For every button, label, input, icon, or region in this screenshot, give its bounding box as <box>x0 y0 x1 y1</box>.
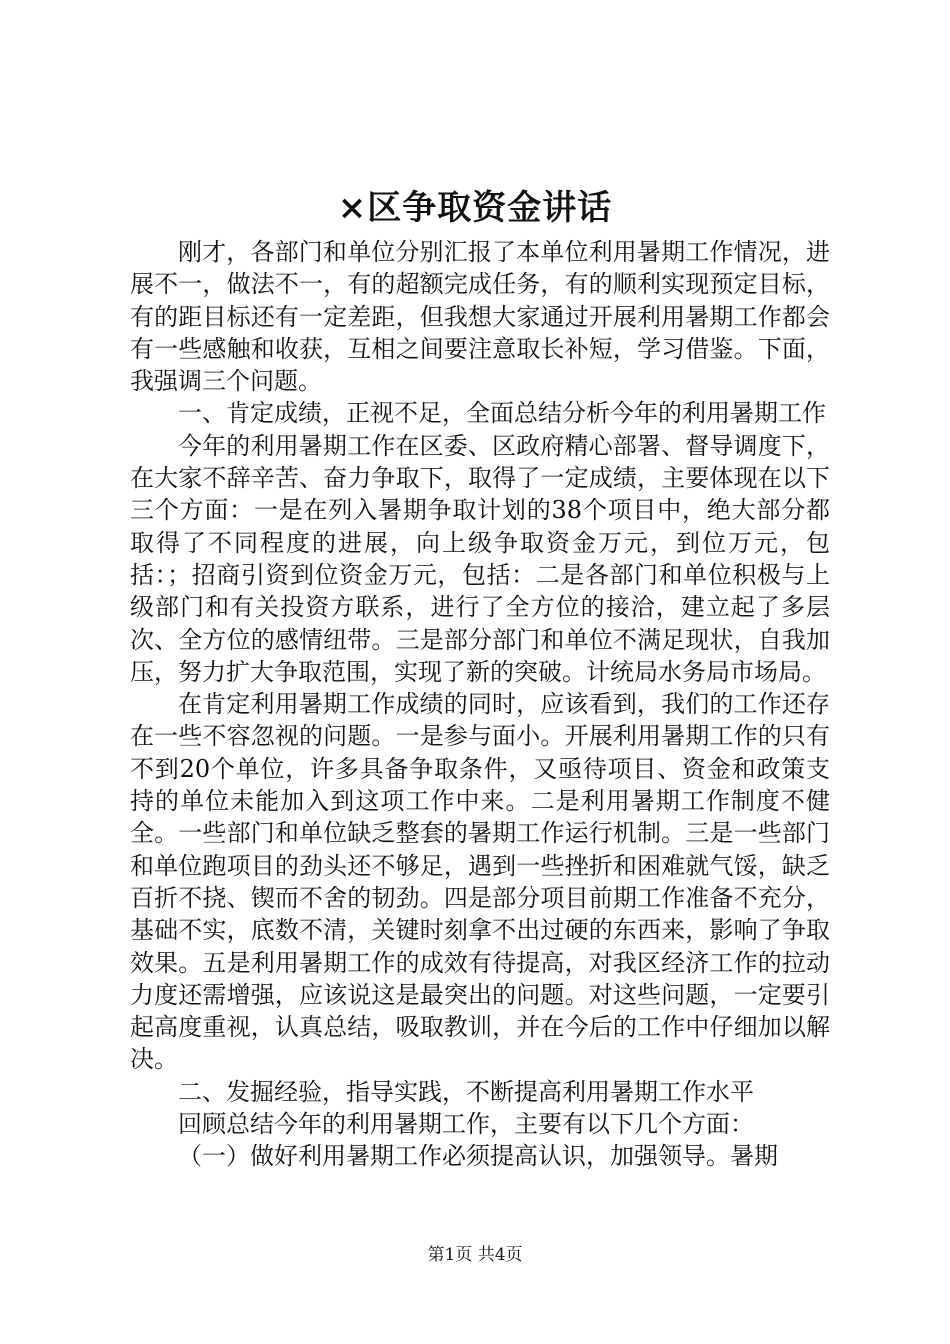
document-body <box>130 236 830 1173</box>
paragraph-problems: 在肯定利用暑期工作成绩的同时，应该看到，我们的工作还存在一些不容忽视的问题。一是参与面小。开展利用暑期工作的只有不到20个单位，许多具备争取条件，又亟待项目、资金和政策支持的单位未能加入到这项工作中来。二是利用暑期工作制度不健全。一些部门和单位缺乏整套的暑期工作运行机制。三是一些部门和单位跑项目的劲头还不够足，遇到一些挫折和困难就气馁，缺乏百折不挠、锲而不舍的韧劲。四是部分项目前期工作准备不充分，基础不实，底数不清，关键时刻拿不出过硬的东西来，影响了争取效果。五是利用暑期工作的成效有待提高，对我区经济工作的拉动力度还需增强，应该说这是最突出的问题。对这些问题，一定要引起高度重视，认真总结，吸取教训，并在今后的工作中仔细加以解决。 <box>130 690 830 1074</box>
paragraph-review: 回顾总结今年的利用暑期工作，主要有以下几个方面： <box>178 1110 754 1139</box>
paragraph-subsection-1: （一）做好利用暑期工作必须提高认识，加强领导。暑期 <box>178 1142 778 1171</box>
paragraph-intro: 刚才，各部门和单位分别汇报了本单位利用暑期工作情况，进展不一，做法不一，有的超额完成任务，有的顺利实现预定目标，有的距目标还有一定差距，但我想大家通过开展利用暑期工作都会有一些感触和收获，互相之间要注意取长补短，学习借鉴。下面，我强调三个问题。 <box>130 238 830 396</box>
paragraph-achievements: 今年的利用暑期工作在区委、区政府精心部署、督导调度下，在大家不辞辛苦、奋力争取下，取得了一定成绩，主要体现在以下三个方面：一是在列入暑期争取计划的38个项目中，绝大部分都取得了不同程度的进展，向上级争取资金万元，到位万元，包括：；招商引资到位资金万元，包括：二是各部门和单位积极与上级部门和有关投资方联系，进行了全方位的接洽，建立起了多层次、全方位的感情纽带。三是部分部门和单位不满足现状，自我加压，努力扩大争取范围，实现了新的突破。计统局水务局市场局。 <box>130 431 830 686</box>
section-heading-2: 二、发掘经验，指导实践，不断提高利用暑期工作水平 <box>178 1077 754 1106</box>
page-number-footer: 第1页 共4页 <box>427 1245 523 1265</box>
section-heading-1: 一、肯定成绩，正视不足，全面总结分析今年的利用暑期工作 <box>178 399 826 428</box>
document-title: ×区争取资金讲话 <box>337 188 613 228</box>
